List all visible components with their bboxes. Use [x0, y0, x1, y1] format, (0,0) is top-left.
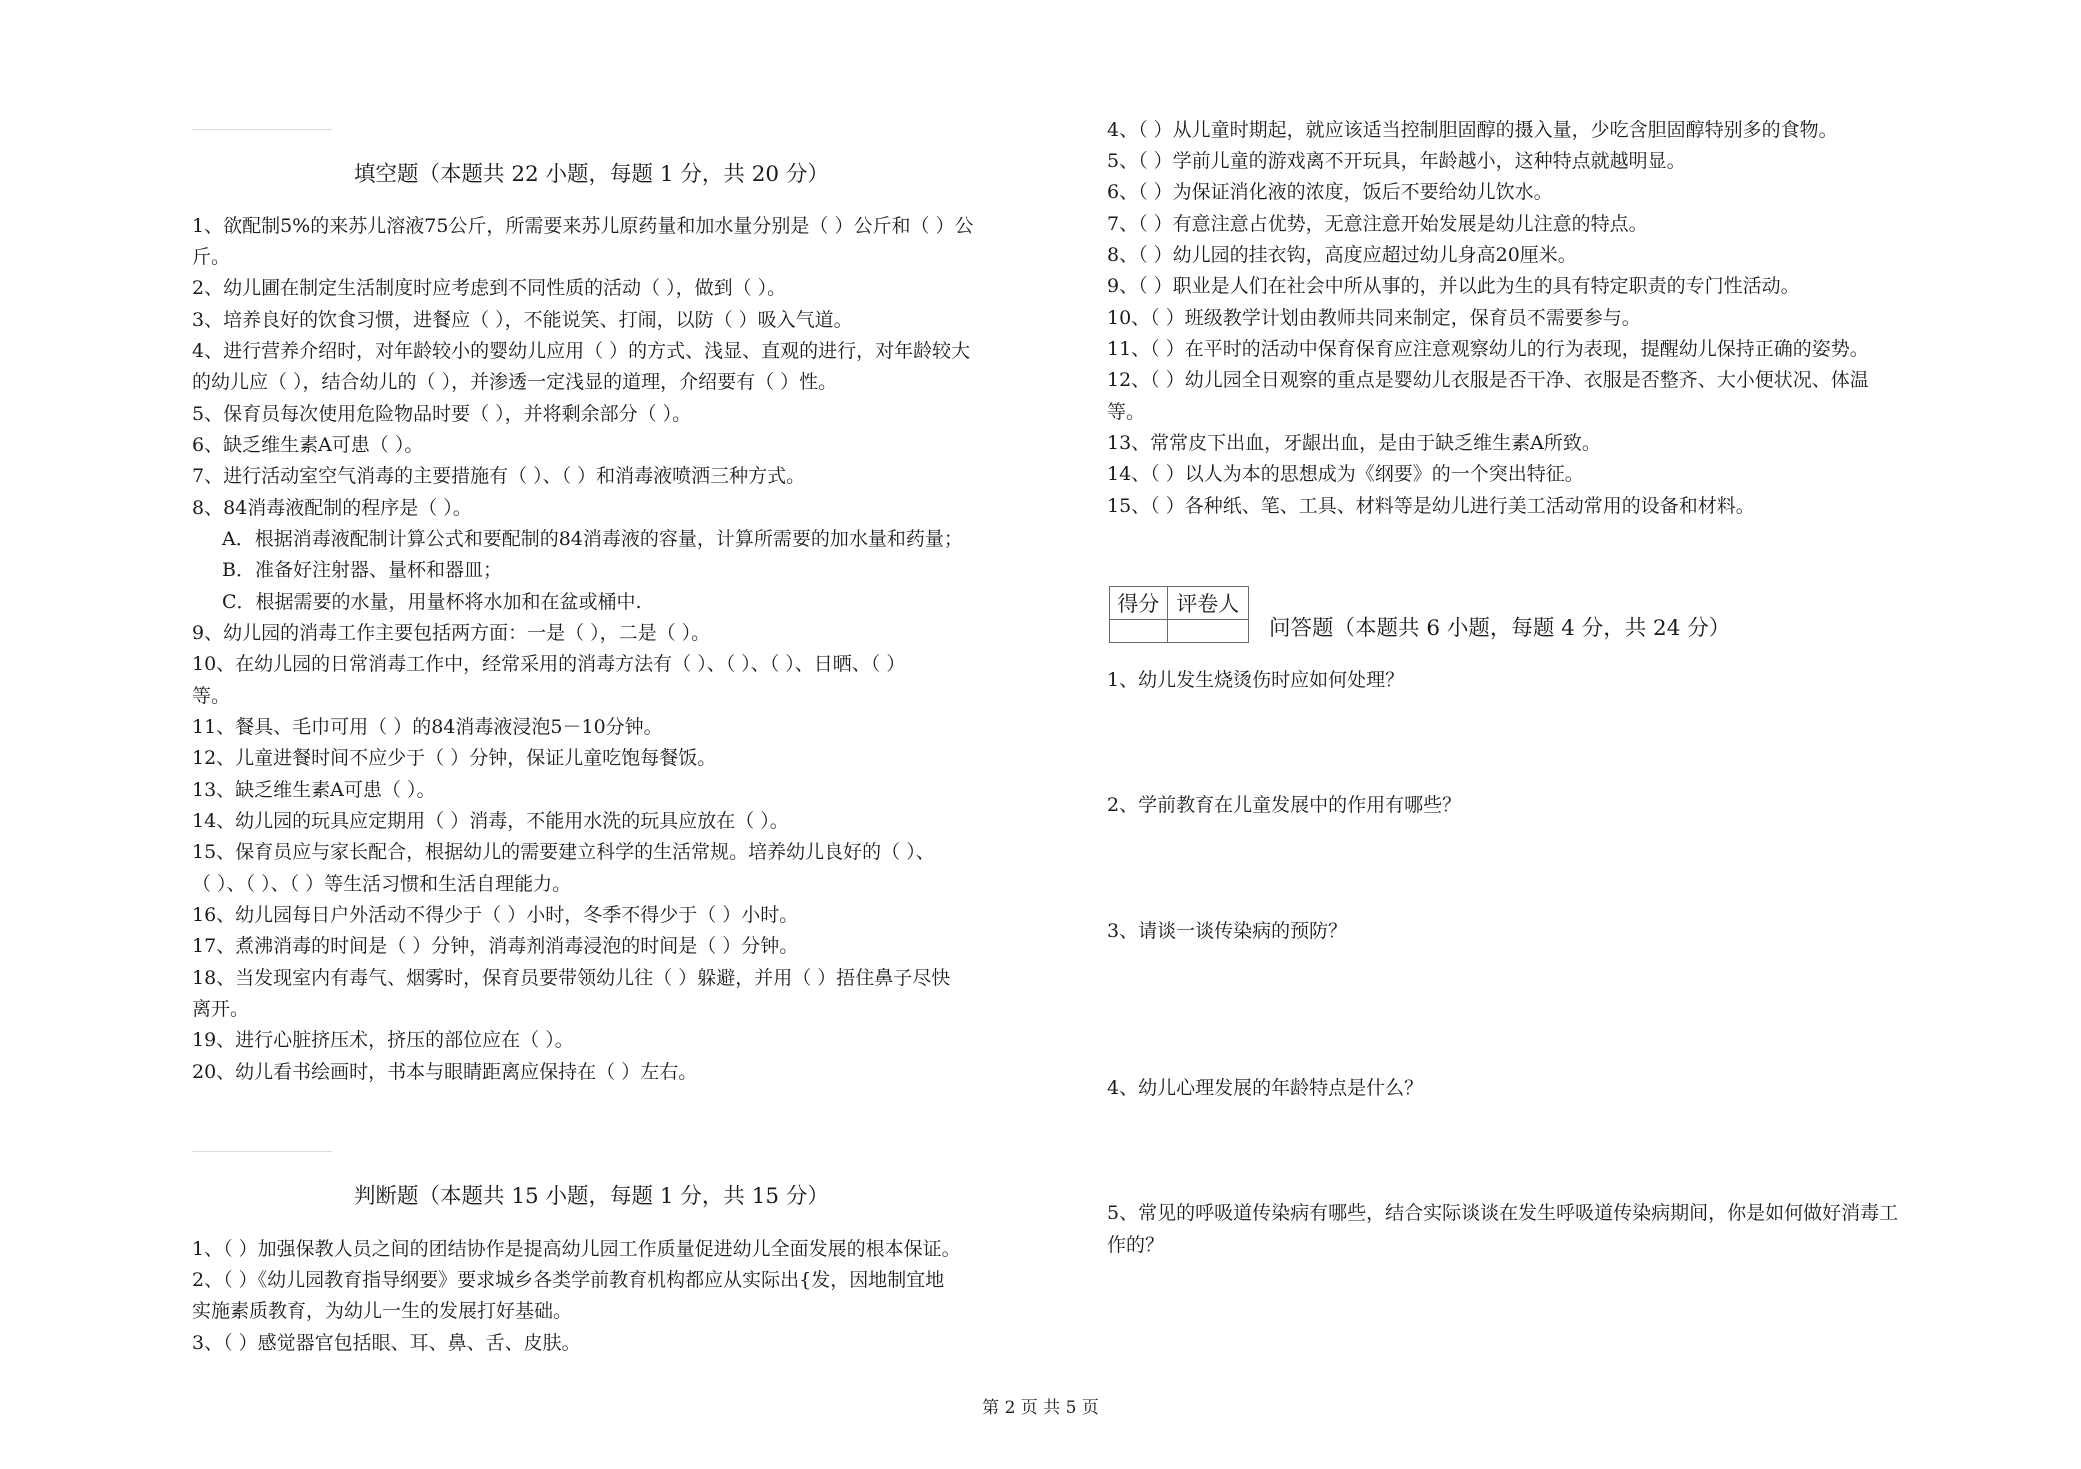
- judge-line: 9、（ ）职业是人们在社会中所从事的，并以此为生的具有特定职责的专门性活动。: [1107, 275, 1800, 297]
- qa-question: 3、请谈一谈传染病的预防？: [1107, 920, 1348, 942]
- fill-line: 的幼儿应（ ），结合幼儿的（ ），并渗透一定浅显的道理，介绍要有（ ）性。: [192, 371, 838, 393]
- judge-line: 2、（ ）《幼儿园教育指导纲要》要求城乡各类学前教育机构都应从实际出{发，因地制宜地: [192, 1269, 945, 1291]
- fill-line: 14、幼儿园的玩具应定期用（ ）消毒，不能用水洗的玩具应放在（ ）。: [192, 810, 789, 832]
- fill-line: 5、保育员每次使用危险物品时要（ ），并将剩余部分（ ）。: [192, 403, 692, 425]
- fill-line: 11、餐具、毛巾可用（ ）的84消毒液浸泡5－10分钟。: [192, 716, 663, 738]
- fill-line: 斤。: [192, 246, 231, 268]
- judge-line: 14、（ ）以人为本的思想成为《纲要》的一个突出特征。: [1107, 463, 1584, 485]
- fill-option: B．准备好注射器、量杯和器皿；: [222, 559, 502, 581]
- fill-line: 等。: [192, 685, 231, 707]
- judge-line: 10、（ ）班级教学计划由教师共同来制定，保育员不需要参与。: [1107, 307, 1641, 329]
- section-divider: [192, 1151, 332, 1152]
- qa-question: 4、幼儿心理发展的年龄特点是什么？: [1107, 1077, 1424, 1099]
- fill-line: 15、保育员应与家长配合，根据幼儿的需要建立科学的生活常规。培养幼儿良好的（ ）、: [192, 841, 935, 863]
- qa-question: 作的？: [1107, 1234, 1165, 1256]
- fill-option: C．根据需要的水量，用量杯将水加和在盆或桶中.: [222, 591, 642, 613]
- judge-line: 13、常常皮下出血，牙龈出血，是由于缺乏维生素A所致。: [1107, 432, 1601, 454]
- fill-line: 17、煮沸消毒的时间是（ ）分钟，消毒剂消毒浸泡的时间是（ ）分钟。: [192, 935, 799, 957]
- fill-line: 8、84消毒液配制的程序是（ ）。: [192, 497, 472, 519]
- section-divider: [192, 129, 332, 130]
- fill-line: 16、幼儿园每日户外活动不得少于（ ）小时，冬季不得少于（ ）小时。: [192, 904, 799, 926]
- judge-line: 4、（ ）从儿童时期起，就应该适当控制胆固醇的摄入量，少吃含胆固醇特别多的食物。: [1107, 119, 1838, 141]
- judge-line: 3、（ ）感觉器官包括眼、耳、鼻、舌、皮肤。: [192, 1332, 581, 1354]
- grader-cell[interactable]: [1167, 620, 1248, 643]
- qa-question: 5、常见的呼吸道传染病有哪些，结合实际谈谈在发生呼吸道传染病期间，你是如何做好消毒工: [1107, 1202, 1899, 1224]
- fill-line: 19、进行心脏挤压术，挤压的部位应在（ ）。: [192, 1029, 574, 1051]
- fill-line: 2、幼儿圃在制定生活制度时应考虑到不同性质的活动（ ），做到（ ）。: [192, 277, 787, 299]
- judge-line: 等。: [1107, 401, 1146, 423]
- fill-line: 6、缺乏维生素A可患（ ）。: [192, 434, 424, 456]
- judge-line: 实施素质教育，为幼儿一生的发展打好基础。: [192, 1300, 573, 1322]
- fill-line: 12、儿童进餐时间不应少于（ ）分钟，保证儿童吃饱每餐饭。: [192, 747, 717, 769]
- judge-line: 15、（ ）各种纸、笔、工具、材料等是幼儿进行美工活动常用的设备和材料。: [1107, 495, 1755, 517]
- page-footer: 第 2 页 共 5 页: [982, 1398, 1099, 1418]
- fill-line: 1、欲配制5%的来苏儿溶液75公斤，所需要来苏儿原药量和加水量分别是（ ）公斤和（ ）公: [192, 215, 974, 237]
- fill-line: 13、缺乏维生素A可患（ ）。: [192, 779, 436, 801]
- fill-section-title: 填空题（本题共 22 小题，每题 1 分，共 20 分）: [354, 162, 829, 187]
- fill-line: 离开。: [192, 998, 250, 1020]
- qa-question: 2、学前教育在儿童发展中的作用有哪些？: [1107, 794, 1462, 816]
- judge-line: 11、（ ）在平时的活动中保育保育应注意观察幼儿的行为表现，提醒幼儿保持正确的姿势。: [1107, 338, 1869, 360]
- score-label: 得分: [1110, 587, 1168, 620]
- score-cell[interactable]: [1110, 620, 1168, 643]
- judge-line: 6、（ ）为保证消化液的浓度，饭后不要给幼儿饮水。: [1107, 181, 1553, 203]
- judge-section-title: 判断题（本题共 15 小题，每题 1 分，共 15 分）: [354, 1184, 829, 1209]
- fill-line: 7、进行活动室空气消毒的主要措施有（ ）、（ ）和消毒液喷洒三种方式。: [192, 465, 806, 487]
- fill-line: （ ）、（ ）、（ ）等生活习惯和生活自理能力。: [192, 873, 572, 895]
- judge-line: 5、（ ）学前儿童的游戏离不开玩具，年龄越小，这种特点就越明显。: [1107, 150, 1686, 172]
- fill-line: 9、幼儿园的消毒工作主要包括两方面：一是（ ），二是（ ）。: [192, 622, 711, 644]
- judge-line: 12、（ ）幼儿园全日观察的重点是婴幼儿衣服是否干净、衣服是否整齐、大小便状况、体温: [1107, 369, 1869, 391]
- qa-section-title: 问答题（本题共 6 小题，每题 4 分，共 24 分）: [1269, 616, 1731, 641]
- score-box: [1109, 586, 1249, 643]
- judge-line: 1、（ ）加强保教人员之间的团结协作是提高幼儿园工作质量促进幼儿全面发展的根本保证。: [192, 1238, 961, 1260]
- grader-label: 评卷人: [1167, 587, 1248, 620]
- qa-question: 1、幼儿发生烧烫伤时应如何处理？: [1107, 669, 1405, 691]
- fill-line: 20、幼儿看书绘画时，书本与眼睛距离应保持在（ ）左右。: [192, 1061, 698, 1083]
- fill-line: 18、当发现室内有毒气、烟雾时，保育员要带领幼儿往（ ）躲避，并用（ ）捂住鼻子尽快: [192, 967, 951, 989]
- judge-line: 7、（ ）有意注意占优势，无意注意开始发展是幼儿注意的特点。: [1107, 213, 1648, 235]
- fill-line: 3、培养良好的饮食习惯，进餐应（ ），不能说笑、打闹，以防（ ）吸入气道。: [192, 309, 853, 331]
- fill-line: 4、进行营养介绍时，对年龄较小的婴幼儿应用（ ）的方式、浅显、直观的进行，对年龄较大: [192, 340, 971, 362]
- fill-option: A．根据消毒液配制计算公式和要配制的84消毒液的容量，计算所需要的加水量和药量；: [222, 528, 963, 550]
- fill-line: 10、在幼儿园的日常消毒工作中，经常采用的消毒方法有（ ）、（ ）、（ ）、日晒、（ ）: [192, 653, 906, 675]
- judge-line: 8、（ ）幼儿园的挂衣钩，高度应超过幼儿身高20厘米。: [1107, 244, 1577, 266]
